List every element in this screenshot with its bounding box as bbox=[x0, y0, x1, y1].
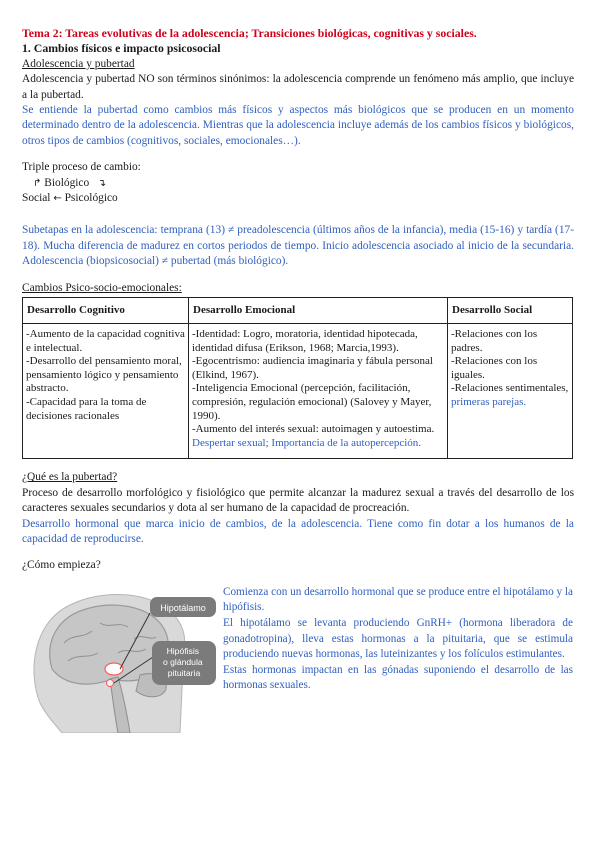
cell-cognitivo bbox=[23, 324, 189, 459]
cognitivo-item: -Aumento de la capacidad cognitiva e intelectual. bbox=[26, 328, 185, 354]
emocional-item: -Aumento del interés sexual: autoimagen y autoestima. bbox=[192, 423, 435, 436]
paragraph-definition: Adolescencia y pubertad NO son términos sinónimos: la adolescencia comprende un fenómeno más amplio, que incluye a la pubertad. bbox=[22, 73, 574, 101]
triple-psicologico: Psicológico bbox=[64, 192, 118, 205]
social-item: -Relaciones con los padres. bbox=[451, 328, 538, 354]
question-como-empieza: ¿Cómo empieza? bbox=[22, 559, 101, 572]
emocional-item: -Inteligencia Emocional (percepción, facilitación, compresión, regulación emocional) (Salovey y Mayer, 1990). bbox=[192, 382, 432, 422]
emocional-item: -Identidad: Logro, moratoria, identidad hipotecada, identidad difusa (Erikson, 1968; Marcia,1993). bbox=[192, 328, 418, 354]
emocional-note: Despertar sexual; Importancia de la autopercepción. bbox=[192, 436, 422, 449]
emocional-item: -Egocentrismo: audiencia imaginaria y fábula personal (Elkind, 1967). bbox=[192, 355, 433, 381]
figure-description bbox=[223, 585, 573, 694]
paragraph-pubertad-note: Se entiende la pubertad como cambios más físicos y aspectos más biológicos que se producen en un momento determinado dentro de la adolescencia. Mientras que la adolescencia incluye además de los cambios físicos y biológicos, otros tipos de cambios (cognitivos, sociales, emocionales…). bbox=[22, 104, 574, 147]
triple-intro: Triple proceso de cambio: bbox=[22, 161, 141, 174]
section-heading: 1. Cambios físicos e impacto psicosocial bbox=[22, 41, 221, 56]
figure-paragraph: El hipotálamo se levanta produciendo GnRH+ (hormona liberadora de gonadotropina), lleva estas hormonas a la pituitaria, que se estimula produciendo nuevas hormonas, las luteinizantes y los folículos estimulantes. bbox=[223, 617, 573, 661]
paragraph-pubertad-definition: Proceso de desarrollo morfológico y fisiológico que permite alcanzar la madurez sexual a través del desarrollo de los caracteres sexuales secundarios y dota al ser humano de la capacidad de procreación. bbox=[22, 486, 574, 515]
cell-emocional bbox=[189, 324, 448, 459]
arrow-left-icon: ← bbox=[53, 193, 62, 205]
brain-diagram bbox=[22, 583, 218, 733]
question-pubertad: ¿Qué es la pubertad? bbox=[22, 471, 118, 484]
pituitary-label: Hipófisis o glándula pituitaria bbox=[162, 645, 203, 678]
subheading-adolescencia-pubertad: Adolescencia y pubertad bbox=[22, 57, 135, 70]
header-social: Desarrollo Social bbox=[448, 298, 573, 324]
triple-social: Social bbox=[22, 192, 51, 205]
header-cognitivo: Desarrollo Cognitivo bbox=[23, 298, 189, 324]
table-caption: Cambios Psico-socio-emocionales: bbox=[22, 281, 182, 294]
curved-arrow-down-icon: ↴ bbox=[97, 177, 107, 189]
cell-social bbox=[448, 324, 573, 459]
figure-section bbox=[22, 583, 574, 733]
cambios-table bbox=[22, 297, 573, 459]
cognitivo-item: -Desarrollo del pensamiento moral, pensamiento lógico y pensamiento abstracto. bbox=[26, 355, 182, 395]
triple-process bbox=[22, 160, 574, 206]
curved-arrow-up-icon: ↱ bbox=[33, 177, 42, 189]
social-note: primeras parejas. bbox=[451, 396, 527, 409]
paragraph-subetapas: Subetapas en la adolescencia: temprana (13) ≠ preadolescencia (últimos años de la infancia), media (15-16) y tardía (17-18). Mucha diferencia de madurez en cortos periodos de tiempo. Inicio adolescencia asociado al inicio de la secundaria. Adolescencia (biopsicosocial) ≠ pubertad (más biológico). bbox=[22, 224, 574, 268]
hypothalamus-label: Hipotálamo bbox=[160, 602, 206, 613]
document-page bbox=[22, 26, 574, 733]
figure-paragraph: Estas hormonas impactan en las gónadas suponiendo el desarrollo de las hormonas sexuales. bbox=[223, 663, 573, 692]
table-row bbox=[23, 324, 573, 459]
figure-paragraph: Comienza con un desarrollo hormonal que se produce entre el hipotálamo y la hipófisis. bbox=[223, 585, 573, 614]
social-item: -Relaciones con los iguales. bbox=[451, 355, 538, 381]
document-title: Tema 2: Tareas evolutivas de la adolescencia; Transiciones biológicas, cognitivas y sociales. bbox=[22, 26, 477, 40]
pituitary-marker bbox=[107, 679, 114, 686]
social-item: -Relaciones sentimentales, bbox=[451, 382, 569, 395]
table-header-row bbox=[23, 298, 573, 324]
cognitivo-item: -Capacidad para la toma de decisiones racionales bbox=[26, 396, 147, 422]
triple-biologico: Biológico bbox=[44, 176, 90, 189]
paragraph-hormonal: Desarrollo hormonal que marca inicio de cambios, de la adolescencia. Tiene como fin dotar a los humanos de la capacidad de reproducirse. bbox=[22, 517, 574, 546]
header-emocional: Desarrollo Emocional bbox=[189, 298, 448, 324]
